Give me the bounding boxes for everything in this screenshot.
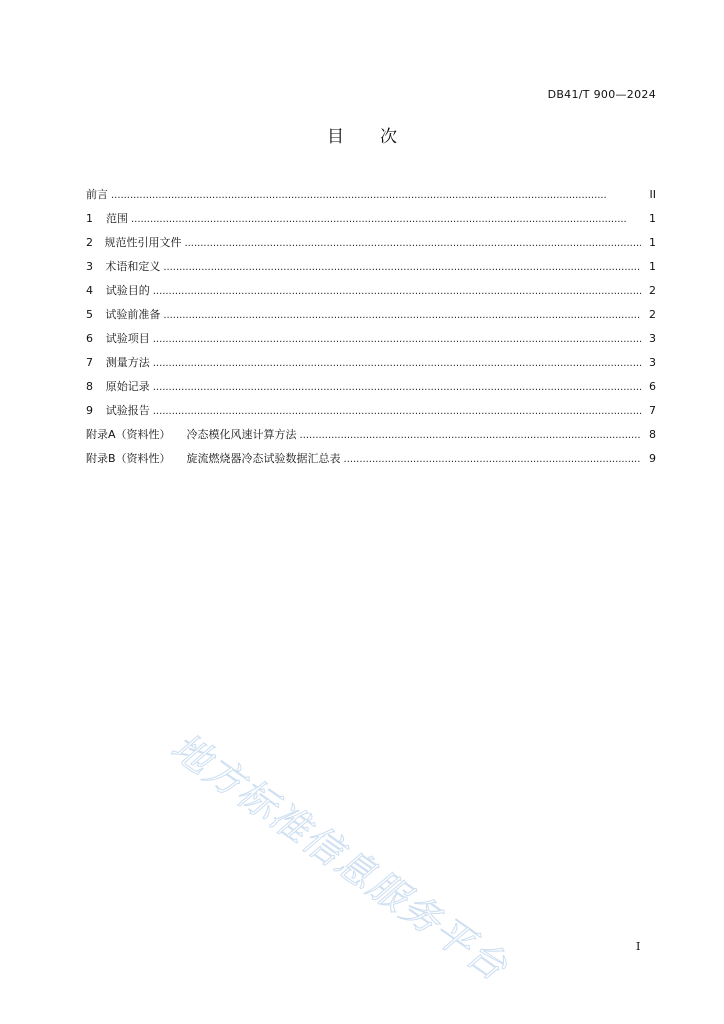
toc-entry-page: 8 bbox=[649, 428, 656, 441]
toc-entry-page: 3 bbox=[649, 332, 656, 345]
toc-entry-label: 试验前准备 bbox=[105, 308, 161, 321]
toc-entry-number: 6 bbox=[86, 332, 93, 345]
toc-entry-label: 规范性引用文件 bbox=[104, 236, 182, 249]
toc-title-char-2: 次 bbox=[380, 127, 397, 147]
toc-entry-label: 试验目的 bbox=[105, 284, 150, 297]
toc-entry-number: 4 bbox=[86, 284, 93, 297]
toc-entry-9[interactable] bbox=[86, 402, 656, 426]
toc-entry-8[interactable] bbox=[86, 378, 656, 402]
toc-entry-number: 3 bbox=[86, 260, 93, 273]
toc-entry-number: 7 bbox=[86, 356, 93, 369]
toc-entry-label: 原始记录 bbox=[105, 380, 150, 393]
toc-entry-number: 8 bbox=[86, 380, 93, 393]
toc-entry-label: 范围 bbox=[106, 212, 128, 225]
page-number: I bbox=[636, 940, 641, 953]
toc-leader-dots bbox=[153, 406, 641, 417]
toc-entry-label: 前言 bbox=[86, 188, 108, 201]
toc-leader-dots bbox=[163, 310, 641, 321]
watermark-text: 地方标准信息服务平台 bbox=[163, 724, 517, 990]
toc-entry-appendix-a[interactable] bbox=[86, 426, 656, 450]
toc-entry-page: 1 bbox=[649, 236, 656, 249]
toc-entry-number: 2 bbox=[86, 236, 93, 249]
toc-leader-dots bbox=[111, 190, 641, 201]
toc-entry-page: II bbox=[649, 188, 656, 201]
toc-entry-page: 9 bbox=[649, 452, 656, 465]
toc-entry-6[interactable] bbox=[86, 330, 656, 354]
toc-appendix-title: 旋流燃烧器冷态试验数据汇总表 bbox=[186, 452, 341, 465]
toc-leader-dots bbox=[153, 334, 641, 345]
toc-entry-label bbox=[86, 450, 341, 466]
table-of-contents bbox=[86, 186, 656, 474]
toc-title bbox=[0, 122, 724, 147]
toc-leader-dots bbox=[163, 262, 641, 273]
toc-leader-dots bbox=[131, 214, 641, 225]
toc-entry-label bbox=[86, 426, 297, 442]
toc-entry-2[interactable] bbox=[86, 234, 656, 258]
toc-entry-label: 测量方法 bbox=[105, 356, 150, 369]
toc-leader-dots bbox=[153, 382, 641, 393]
standard-code: DB41/T 900—2024 bbox=[547, 88, 656, 101]
toc-entry-label: 试验报告 bbox=[105, 404, 150, 417]
toc-entry-page: 2 bbox=[649, 308, 656, 321]
toc-leader-dots bbox=[153, 286, 641, 297]
toc-entry-3[interactable] bbox=[86, 258, 656, 282]
toc-entry-label: 术语和定义 bbox=[105, 260, 161, 273]
toc-entry-page: 1 bbox=[649, 212, 656, 225]
toc-leader-dots bbox=[153, 358, 641, 369]
toc-entry-foreword[interactable] bbox=[86, 186, 656, 210]
toc-entry-number: 9 bbox=[86, 404, 93, 417]
toc-entry-page: 2 bbox=[649, 284, 656, 297]
toc-entry-7[interactable] bbox=[86, 354, 656, 378]
toc-entry-page: 3 bbox=[649, 356, 656, 369]
toc-entry-number: 1 bbox=[86, 212, 93, 225]
toc-entry-appendix-b[interactable] bbox=[86, 450, 656, 474]
toc-entry-5[interactable] bbox=[86, 306, 656, 330]
toc-entry-page: 6 bbox=[649, 380, 656, 393]
toc-entry-1[interactable] bbox=[86, 210, 656, 234]
toc-appendix-label: 附录A（资料性） bbox=[86, 428, 171, 441]
toc-entry-4[interactable] bbox=[86, 282, 656, 306]
toc-appendix-label: 附录B（资料性） bbox=[86, 452, 171, 465]
toc-appendix-title: 冷态模化风速计算方法 bbox=[186, 428, 297, 441]
toc-leader-dots bbox=[344, 454, 641, 465]
toc-leader-dots bbox=[300, 430, 641, 441]
toc-entry-number: 5 bbox=[86, 308, 93, 321]
toc-leader-dots bbox=[184, 238, 641, 249]
toc-entry-page: 7 bbox=[649, 404, 656, 417]
toc-entry-page: 1 bbox=[649, 260, 656, 273]
toc-title-char-1: 目 bbox=[327, 127, 344, 147]
toc-entry-label: 试验项目 bbox=[105, 332, 150, 345]
